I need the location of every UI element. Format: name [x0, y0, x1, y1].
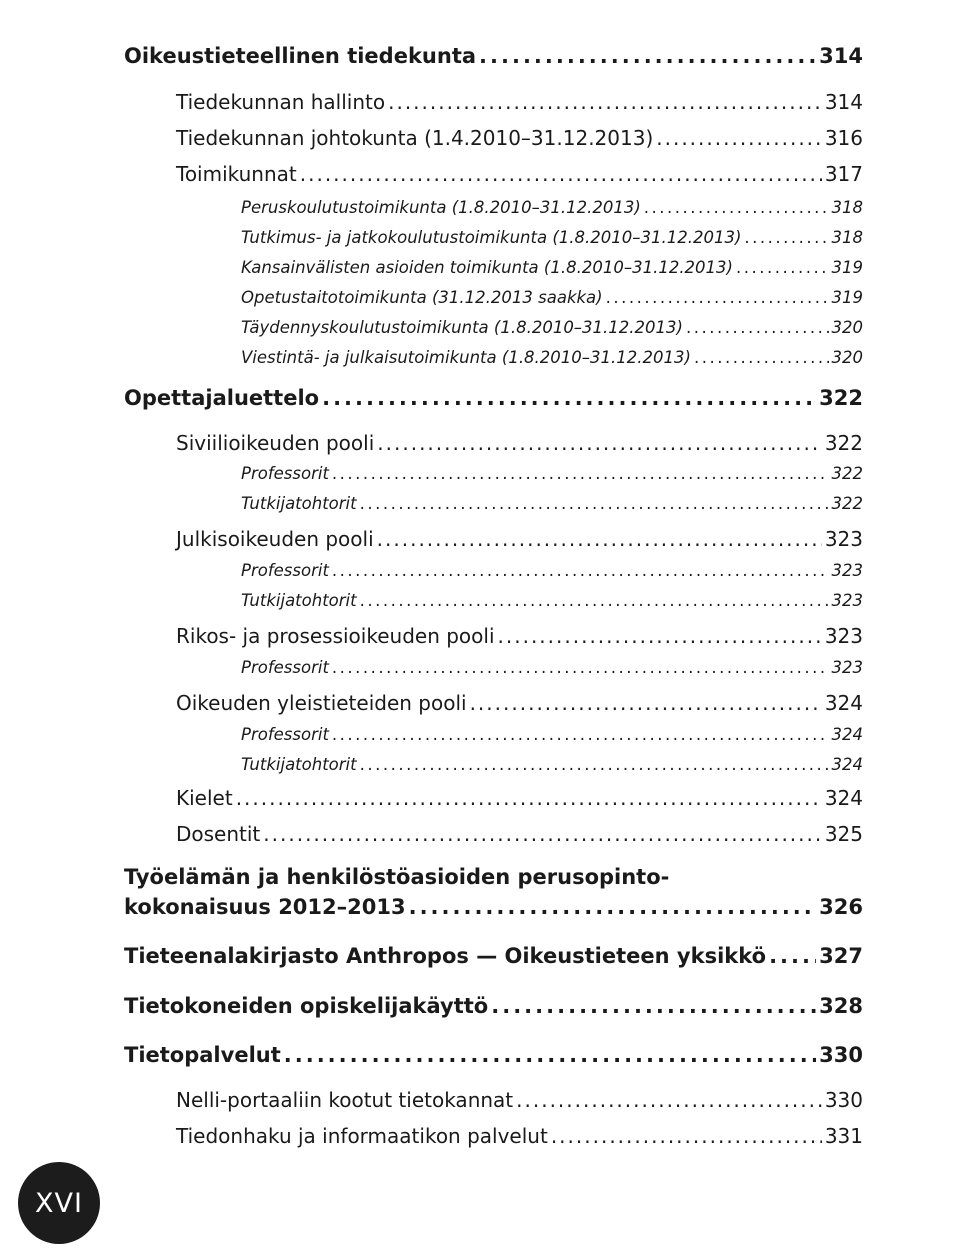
dot-leader: [656, 126, 822, 150]
toc-entry: [241, 494, 863, 513]
toc-entry: [124, 1043, 863, 1067]
dot-leader: [409, 895, 817, 919]
dot-leader: [377, 527, 822, 551]
toc-entry-title: Opettajaluettelo: [124, 386, 320, 410]
dot-leader: [332, 464, 829, 483]
toc-entry-title: Siviilioikeuden pooli: [176, 431, 375, 455]
toc-entry-title: Professorit: [241, 725, 329, 744]
toc-entry-title: Peruskoulutustoimikunta (1.8.2010–31.12.2013): [241, 198, 641, 217]
dot-leader: [606, 288, 829, 307]
toc-entry-page: 323: [831, 561, 863, 580]
toc-entry-page: 318: [831, 198, 863, 217]
toc-entry-title: Professorit: [241, 464, 329, 483]
toc-entry-page: 323: [824, 624, 863, 648]
dot-leader: [360, 755, 829, 774]
dot-leader: [236, 786, 822, 810]
toc-entry: [176, 786, 863, 810]
toc-entry: [241, 464, 863, 483]
toc-entry: [176, 90, 863, 114]
toc-entry-title: Tietopalvelut: [124, 1043, 281, 1067]
toc-entry: [176, 1124, 863, 1148]
toc-entry-page: 324: [831, 725, 863, 744]
toc-entry-title: Tutkijatohtorit: [241, 755, 357, 774]
toc-entry-title: Dosentit: [176, 822, 261, 846]
toc-entry: [241, 198, 863, 217]
toc-entry: [241, 288, 863, 307]
toc-entry-title: Nelli-portaaliin kootut tietokannat: [176, 1088, 514, 1112]
dot-leader: [332, 561, 829, 580]
dot-leader: [516, 1088, 822, 1112]
toc-entry-page: 317: [824, 162, 863, 186]
toc-entry: [241, 658, 863, 677]
toc-entry-page: 331: [824, 1124, 863, 1148]
dot-leader: [470, 691, 822, 715]
dot-leader: [644, 198, 829, 217]
dot-leader: [300, 162, 822, 186]
toc-entry-page: 324: [824, 786, 863, 810]
toc-entry-title: Työelämän ja henkilöstöasioiden perusopinto-: [124, 865, 670, 889]
toc-entry: [176, 431, 863, 455]
dot-leader: [332, 725, 829, 744]
toc-entry-title: Kielet: [176, 786, 233, 810]
toc-entry-page: 322: [819, 386, 863, 410]
toc-entry-page: 314: [824, 90, 863, 114]
toc-entry-page: 322: [824, 431, 863, 455]
toc-entry-page: 324: [824, 691, 863, 715]
dot-leader: [491, 994, 816, 1018]
toc-entry: [176, 1088, 863, 1112]
toc-entry-page: 323: [831, 591, 863, 610]
dot-leader: [479, 44, 816, 68]
toc-entry-title: Viestintä- ja julkaisutoimikunta (1.8.2010–31.12.2013): [241, 348, 691, 367]
toc-entry-title: Tutkijatohtorit: [241, 494, 357, 513]
toc-entry-page: 323: [824, 527, 863, 551]
toc-entry: [241, 258, 863, 277]
toc-entry-page: 330: [824, 1088, 863, 1112]
toc-entry-title: Professorit: [241, 561, 329, 580]
toc-entry: [124, 994, 863, 1018]
toc-entry-page: 319: [831, 258, 863, 277]
toc-entry-title: Kansainvälisten asioiden toimikunta (1.8.2010–31.12.2013): [241, 258, 733, 277]
toc-entry-title: kokonaisuus 2012–2013: [124, 895, 406, 919]
toc-entry: [241, 561, 863, 580]
toc-entry-page: 327: [819, 944, 863, 968]
toc-entry-title: Tieteenalakirjasto Anthropos — Oikeustieteen yksikkö: [124, 944, 767, 968]
toc-entry-title: Oikeuden yleistieteiden pooli: [176, 691, 467, 715]
toc-entry-page: 314: [819, 44, 863, 68]
toc-entry: [241, 755, 863, 774]
page-number-badge: [18, 1162, 100, 1244]
toc-entry-title: Täydennyskoulutustoimikunta (1.8.2010–31.12.2013): [241, 318, 683, 337]
page-number: XVI: [35, 1187, 83, 1219]
toc-entry-title: Rikos- ja prosessioikeuden pooli: [176, 624, 495, 648]
toc-entry-page: 322: [831, 494, 863, 513]
dot-leader: [736, 258, 829, 277]
dot-leader: [377, 431, 822, 455]
dot-leader: [263, 822, 822, 846]
toc-entry: [241, 725, 863, 744]
dot-leader: [551, 1124, 822, 1148]
dot-leader: [360, 591, 829, 610]
toc-entry: [176, 691, 863, 715]
toc-entry-page: 322: [831, 464, 863, 483]
toc-entry-title: Tutkimus- ja jatkokoulutustoimikunta (1.8.2010–31.12.2013): [241, 228, 742, 247]
toc-entry-page: 319: [831, 288, 863, 307]
toc-entry: [241, 591, 863, 610]
toc-entry-title: Oikeustieteellinen tiedekunta: [124, 44, 477, 68]
toc-entry-page: 320: [831, 318, 863, 337]
toc-entry: [241, 228, 863, 247]
toc-entry-page: 323: [831, 658, 863, 677]
toc-entry-title: Julkisoikeuden pooli: [176, 527, 374, 551]
toc-entry-title: Tiedonhaku ja informaatikon palvelut: [176, 1124, 548, 1148]
toc-entry: [176, 527, 863, 551]
dot-leader: [284, 1043, 816, 1067]
dot-leader: [694, 348, 829, 367]
dot-leader: [360, 494, 829, 513]
toc-entry-title: Tutkijatohtorit: [241, 591, 357, 610]
toc-entry-page: 330: [819, 1043, 863, 1067]
toc-entry-page: 316: [824, 126, 863, 150]
toc-entry: [241, 318, 863, 337]
toc-entry: [124, 44, 863, 68]
dot-leader: [332, 658, 829, 677]
toc-entry-page: 325: [824, 822, 863, 846]
toc-entry: [176, 126, 863, 150]
toc-entry-title: Tiedekunnan hallinto: [176, 90, 386, 114]
toc-entry-title: Tiedekunnan johtokunta (1.4.2010–31.12.2013): [176, 126, 654, 150]
toc-entry-page: 324: [831, 755, 863, 774]
toc-entry: [124, 895, 863, 919]
toc-entry-page: 328: [819, 994, 863, 1018]
toc-entry-page: 318: [831, 228, 863, 247]
toc-entry-title: Toimikunnat: [176, 162, 297, 186]
toc-entry-page: 326: [819, 895, 863, 919]
toc-entry-title: Tietokoneiden opiskelijakäyttö: [124, 994, 489, 1018]
dot-leader: [686, 318, 829, 337]
toc-entry-page: 320: [831, 348, 863, 367]
toc-entry: [176, 624, 863, 648]
toc-entry: [124, 386, 863, 410]
toc-entry-title: Professorit: [241, 658, 329, 677]
dot-leader: [498, 624, 822, 648]
toc-entry: [124, 944, 863, 968]
dot-leader: [744, 228, 828, 247]
toc-entry: [176, 822, 863, 846]
toc-entry-title: Opetustaitotoimikunta (31.12.2013 saakka): [241, 288, 603, 307]
dot-leader: [388, 90, 822, 114]
dot-leader: [322, 386, 816, 410]
dot-leader: [769, 944, 816, 968]
toc-entry: [176, 162, 863, 186]
toc-entry: [241, 348, 863, 367]
